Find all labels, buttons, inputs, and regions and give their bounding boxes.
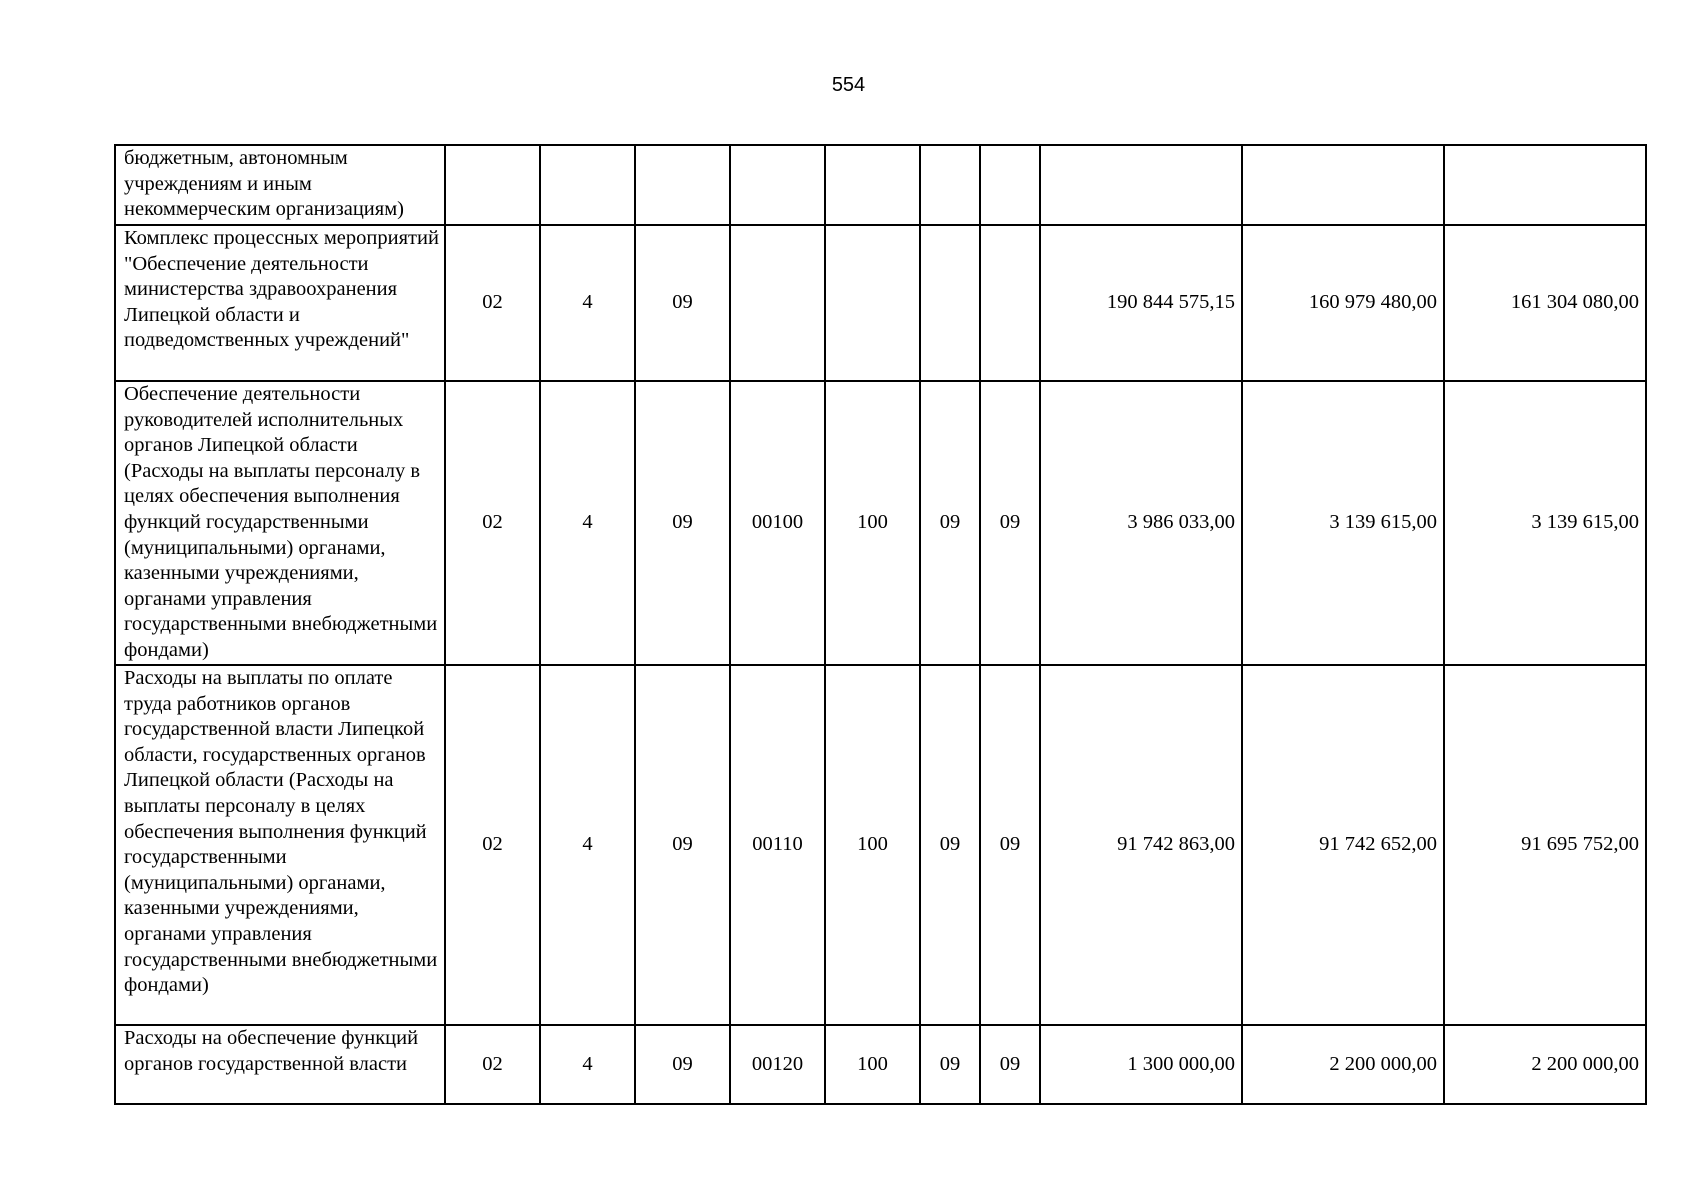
subprogram-code: 4	[540, 225, 635, 381]
subsection-code: 09	[980, 381, 1040, 665]
amount-year-2	[1242, 145, 1444, 225]
subprogram-code: 4	[540, 1025, 635, 1104]
subsection-code: 09	[980, 665, 1040, 1025]
row-description: бюджетным, автономным учреждениям и иным некоммерческим организациям)	[115, 145, 445, 225]
amount-year-3: 91 695 752,00	[1444, 665, 1646, 1025]
table-row	[115, 145, 1646, 225]
amount-year-2: 160 979 480,00	[1242, 225, 1444, 381]
subsection-code	[980, 145, 1040, 225]
section-code	[920, 145, 980, 225]
complex-code: 09	[635, 665, 730, 1025]
expense-type-code: 100	[825, 665, 920, 1025]
expense-type-code	[825, 225, 920, 381]
expense-type-code: 100	[825, 1025, 920, 1104]
amount-year-2: 2 200 000,00	[1242, 1025, 1444, 1104]
expense-type-code: 100	[825, 381, 920, 665]
program-code: 02	[445, 225, 540, 381]
row-description: Обеспечение деятельности руководителей исполнительных органов Липецкой области (Расходы на выплаты персоналу в целях обеспечения выполнения функций государственными (муниципальными) органами, казенными учреждениями, органами управления государственными внебюджетными фондами)	[115, 381, 445, 665]
budget-table	[114, 144, 1647, 1105]
subsection-code	[980, 225, 1040, 381]
amount-year-1: 3 986 033,00	[1040, 381, 1242, 665]
table-row	[115, 225, 1646, 381]
row-description: Комплекс процессных мероприятий "Обеспечение деятельности министерства здравоохранения Липецкой области и подведомственных учреждений"	[115, 225, 445, 381]
section-code: 09	[920, 665, 980, 1025]
subprogram-code: 4	[540, 665, 635, 1025]
row-description: Расходы на обеспечение функций органов государственной власти	[115, 1025, 445, 1104]
subprogram-code: 4	[540, 381, 635, 665]
direction-code	[730, 145, 825, 225]
section-code	[920, 225, 980, 381]
direction-code: 00100	[730, 381, 825, 665]
program-code: 02	[445, 381, 540, 665]
section-code: 09	[920, 1025, 980, 1104]
amount-year-1: 1 300 000,00	[1040, 1025, 1242, 1104]
amount-year-2: 3 139 615,00	[1242, 381, 1444, 665]
direction-code	[730, 225, 825, 381]
direction-code: 00110	[730, 665, 825, 1025]
section-code: 09	[920, 381, 980, 665]
complex-code	[635, 145, 730, 225]
complex-code: 09	[635, 381, 730, 665]
table-row	[115, 381, 1646, 665]
table-row	[115, 1025, 1646, 1104]
program-code	[445, 145, 540, 225]
expense-type-code	[825, 145, 920, 225]
complex-code: 09	[635, 1025, 730, 1104]
subprogram-code	[540, 145, 635, 225]
program-code: 02	[445, 1025, 540, 1104]
amount-year-1: 190 844 575,15	[1040, 225, 1242, 381]
amount-year-3: 2 200 000,00	[1444, 1025, 1646, 1104]
complex-code: 09	[635, 225, 730, 381]
direction-code: 00120	[730, 1025, 825, 1104]
amount-year-3: 3 139 615,00	[1444, 381, 1646, 665]
table-row	[115, 665, 1646, 1025]
row-description: Расходы на выплаты по оплате труда работников органов государственной власти Липецкой области, государственных органов Липецкой области (Расходы на выплаты персоналу в целях обеспечения выполнения функций государственными (муниципальными) органами, казенными учреждениями, органами управления государственными внебюджетными фондами)	[115, 665, 445, 1025]
amount-year-1: 91 742 863,00	[1040, 665, 1242, 1025]
amount-year-2: 91 742 652,00	[1242, 665, 1444, 1025]
program-code: 02	[445, 665, 540, 1025]
amount-year-1	[1040, 145, 1242, 225]
page-number: 554	[831, 74, 866, 96]
subsection-code: 09	[980, 1025, 1040, 1104]
amount-year-3: 161 304 080,00	[1444, 225, 1646, 381]
amount-year-3	[1444, 145, 1646, 225]
